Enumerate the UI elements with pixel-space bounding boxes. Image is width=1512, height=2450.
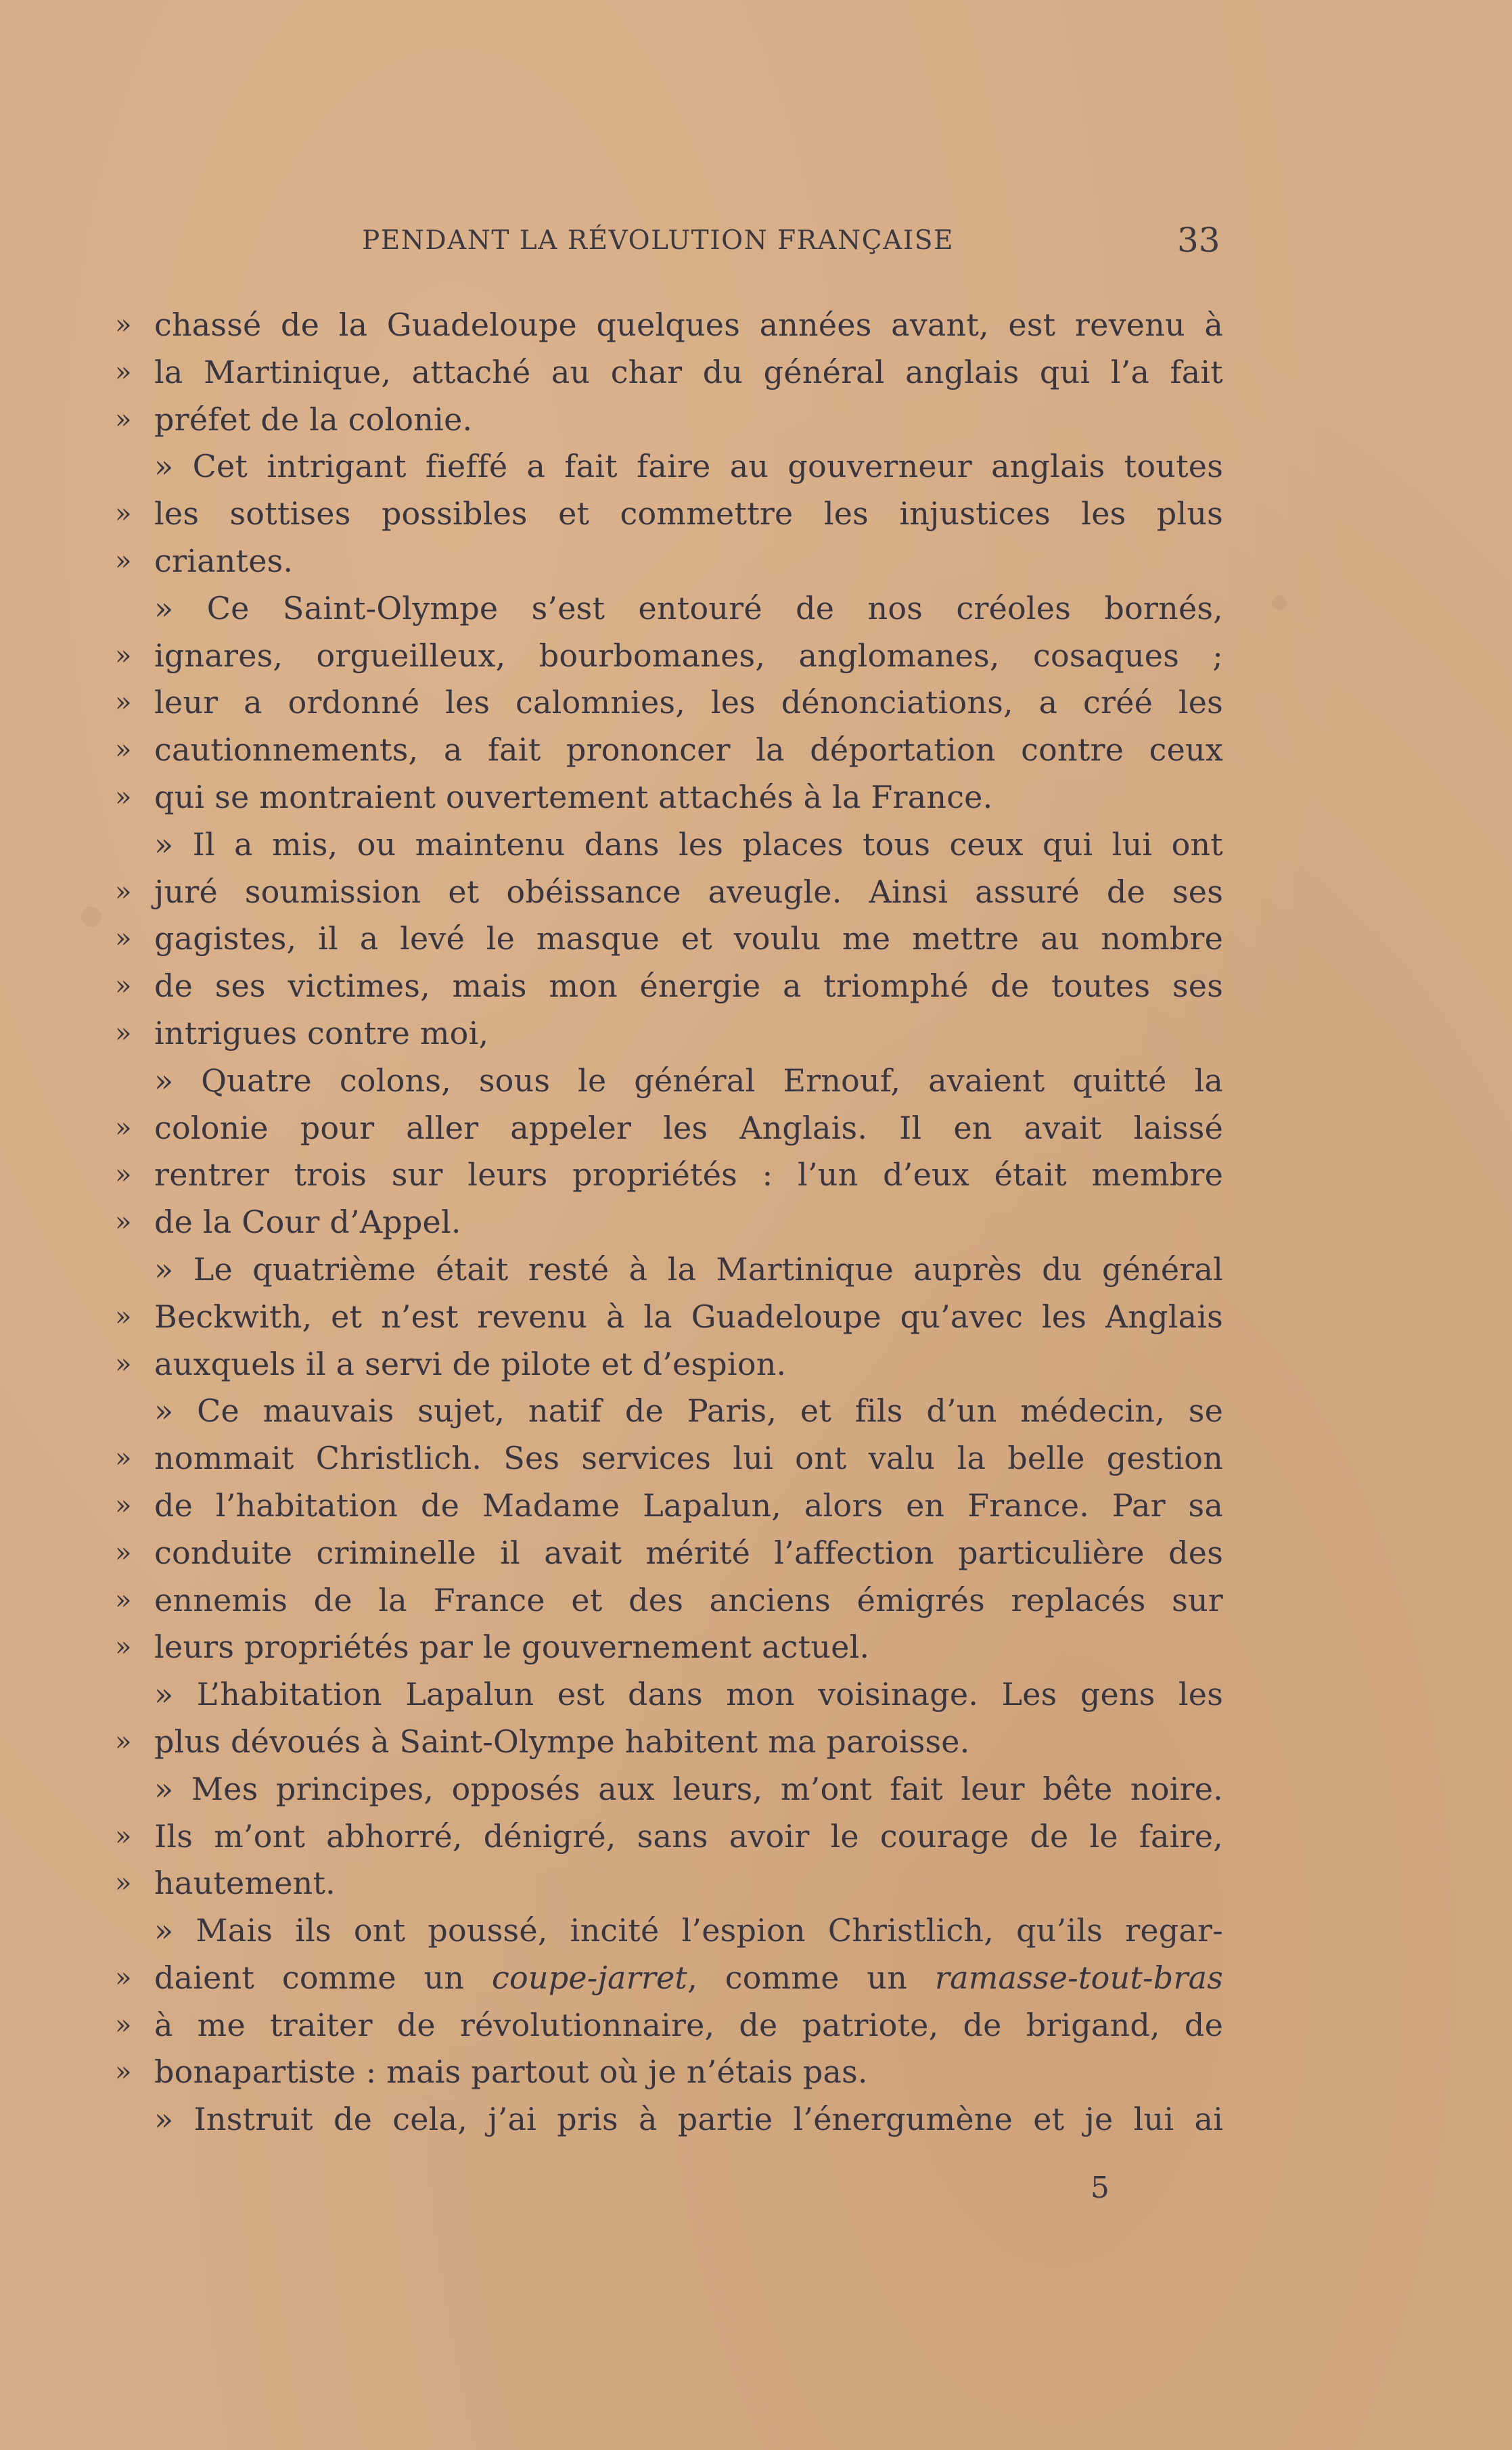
quote-marker: » [115,734,132,766]
line-text: de la Cour d’Appel. [154,1204,461,1241]
line-text: plus dévoués à Saint-Olympe habitent ma paroisse. [154,1723,970,1760]
line-text: » Le quatrième était resté à la Martinique auprès du général [154,1250,1223,1288]
line-text: Beckwith, et n’est revenu à la Guadeloupe qu’avec les Anglais [154,1298,1223,1335]
text-line [0,2002,1512,2049]
line-text: Ils m’ont abhorré, dénigré, sans avoir le courage de le faire, [154,1817,1223,1855]
quote-marker: » [115,1348,132,1380]
text-line [0,1719,1512,1766]
quote-marker: » [115,1159,132,1191]
line-text: » Mes principes, opposés aux leurs, m’ont fait leur bête noire. [154,1770,1223,1807]
text-line [0,1766,1512,1813]
line-text: chassé de la Guadeloupe quelques années avant, est revenu à [154,307,1223,343]
line-text: juré soumission et obéissance aveugle. Ainsi assuré de ses [154,873,1223,910]
quote-marker: » [115,1584,132,1616]
quote-marker: » [115,1017,132,1049]
line-text: leurs propriétés par le gouvernement actuel. [154,1629,870,1666]
text-line [0,1813,1512,1861]
line-text: » Ce mauvais sujet, natif de Paris, et fils d’un médecin, se [154,1392,1223,1430]
text-line [0,1860,1512,1907]
text-line [0,1199,1512,1246]
text-line [0,1907,1512,1955]
quote-marker: » [115,2009,132,2041]
text-line [0,821,1512,869]
quote-marker: » [115,923,132,955]
quote-marker: » [115,545,132,576]
line-text: leur a ordonné les calomnies, les dénonciations, a créé les [154,684,1223,721]
line-text: colonie pour aller appeler les Anglais. Il en avait laissé [154,1109,1223,1146]
text-line [0,2049,1512,2096]
line-text: » L’habitation Lapalun est dans mon voisinage. Les gens les [154,1676,1223,1713]
text-line [0,538,1512,585]
running-title: PENDANT LA RÉVOLUTION FRANÇAISE [362,225,954,256]
line-text: criantes. [154,542,294,579]
quote-marker: » [115,639,132,671]
text-line [0,491,1512,538]
quote-marker: » [115,1443,132,1474]
quote-marker: » [115,356,132,388]
line-text: » Instruit de cela, j’ai pris à partie l’énergumène et je lui ai [154,2101,1223,2138]
quote-marker: » [115,309,132,340]
line-text: » Quatre colons, sous le général Ernouf, avaient quitté la [154,1062,1223,1099]
quote-marker: » [115,1961,132,1993]
text-line [0,2096,1512,2143]
text-line [0,1388,1512,1435]
line-text: ennemis de la France et des anciens émigrés replacés sur [154,1581,1223,1618]
quote-marker: » [115,498,132,530]
quote-marker: » [115,876,132,907]
text-line [0,1246,1512,1294]
quote-marker: » [115,1631,132,1663]
text-line [0,869,1512,916]
line-text: hautement. [154,1865,336,1902]
text-line [0,1577,1512,1625]
line-text: cautionnements, a fait prononcer la déportation contre ceux [154,731,1223,769]
quote-marker: » [115,403,132,435]
quote-marker: » [115,1725,132,1757]
text-line [0,1152,1512,1199]
line-text: conduite criminelle il avait mérité l’affection particulière des [154,1534,1223,1571]
quote-marker: » [115,1867,132,1899]
quote-marker: » [115,1300,132,1332]
line-text: la Martinique, attaché au char du général anglais qui l’a fait [154,353,1223,390]
quote-marker: » [115,1820,132,1852]
text-line [0,1105,1512,1152]
line-text: les sottises possibles et commettre les injustices les plus [154,495,1223,532]
text-line [0,1341,1512,1388]
quote-marker: » [115,687,132,719]
text-line [0,585,1512,633]
line-text: bonapartiste : mais partout où je n’étais pas. [154,2054,868,2091]
line-text: de l’habitation de Madame Lapalun, alors en France. Par sa [154,1487,1223,1524]
text-line [0,396,1512,444]
text-line [0,963,1512,1010]
line-text: gagistes, il a levé le masque et voulu me mettre au nombre [154,920,1223,957]
quote-marker: » [115,2056,132,2088]
text-line [0,1671,1512,1719]
text-line [0,1435,1512,1482]
line-text: » Il a mis, ou maintenu dans les places tous ceux qui lui ont [154,825,1223,863]
line-text: intrigues contre moi, [154,1014,489,1051]
text-line [0,727,1512,774]
text-line [0,302,1512,349]
text-line [0,1058,1512,1105]
body-text [0,302,1512,2143]
line-text: daient comme un coupe-jarret, comme un ramasse-tout-bras [154,1959,1224,1996]
text-line [0,633,1512,680]
text-line [0,1010,1512,1058]
text-line [0,1482,1512,1530]
line-text: ignares, orgueilleux, bourbomanes, anglomanes, cosaques ; [154,637,1223,674]
line-text: à me traiter de révolutionnaire, de patriote, de brigand, de [154,2006,1223,2043]
text-line [0,1294,1512,1341]
quote-marker: » [115,1112,132,1143]
line-text: rentrer trois sur leurs propriétés : l’un d’eux était membre [154,1156,1223,1194]
text-line [0,1955,1512,2002]
quote-marker: » [115,1489,132,1521]
text-line [0,443,1512,491]
line-text: » Cet intrigant fieffé a fait faire au gouverneur anglais toutes [154,448,1223,485]
line-text: nommait Christlich. Ses services lui ont valu la belle gestion [154,1440,1223,1477]
line-text: » Ce Saint-Olympe s’est entouré de nos créoles bornés, [154,589,1223,627]
line-text: de ses victimes, mais mon énergie a triomphé de toutes ses [154,968,1223,1005]
quote-marker: » [115,781,132,813]
text-line [0,1624,1512,1671]
quote-marker: » [115,1206,132,1238]
line-text: préfet de la colonie. [154,401,473,438]
quote-marker: » [115,1537,132,1568]
text-line [0,349,1512,396]
line-text: qui se montraient ouvertement attachés à la France. [154,778,993,815]
text-line [0,679,1512,727]
page-number: 33 [1177,221,1220,260]
signature-mark: 5 [1091,2171,1109,2205]
text-line [0,1530,1512,1577]
text-line [0,915,1512,963]
line-text: » Mais ils ont poussé, incité l’espion Christlich, qu’ils regar- [154,1912,1223,1949]
line-text: auxquels il a servi de pilote et d’espion. [154,1345,787,1382]
text-line [0,774,1512,821]
quote-marker: » [115,970,132,1002]
